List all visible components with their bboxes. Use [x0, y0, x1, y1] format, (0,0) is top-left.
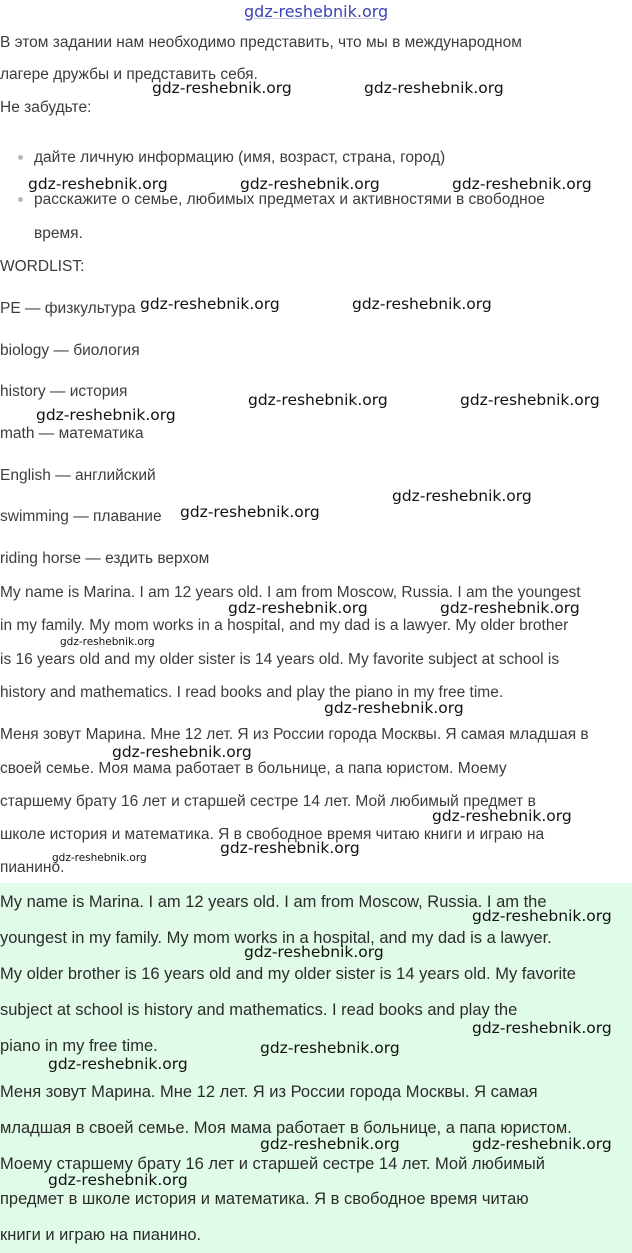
bullet-dot-icon — [18, 155, 23, 160]
wordlist-item: swimming — плавание — [0, 508, 162, 525]
example-ru-line: школе история и математика. Я в свободное время читаю книги и играю на — [0, 826, 545, 843]
answer-ru-line: Меня зовут Марина. Мне 12 лет. Я из России города Москвы. Я самая — [0, 1083, 538, 1101]
watermark: gdz-reshebnik.org — [324, 699, 464, 717]
answer-ru-line: предмет в школе история и математика. Я в свободное время читаю — [0, 1190, 529, 1208]
task-line-1: В этом задании нам необходимо представить, что мы в международном — [0, 34, 522, 51]
watermark: gdz-reshebnik.org — [28, 175, 168, 193]
answer-ru-line: Моему старшему брату 16 лет и старшей сестре 14 лет. Мой любимый — [0, 1155, 545, 1173]
watermark: gdz-reshebnik.org — [140, 295, 280, 313]
watermark: gdz-reshebnik.org — [432, 807, 572, 825]
wordlist-item: PE — физкультура — [0, 300, 136, 317]
answer-ru-line: книги и играю на пианино. — [0, 1226, 202, 1244]
watermark: gdz-reshebnik.org — [452, 175, 592, 193]
example-ru-line: Меня зовут Марина. Мне 12 лет. Я из России города Москвы. Я самая младшая в — [0, 726, 589, 743]
wordlist-item: history — история — [0, 383, 128, 400]
watermark: gdz-reshebnik.org — [472, 1019, 612, 1037]
wordlist-heading: WORDLIST: — [0, 258, 85, 275]
task-line-3: Не забудьте: — [0, 99, 92, 116]
wordlist-item: riding horse — ездить верхом — [0, 550, 210, 567]
bullet-dot-icon — [18, 197, 23, 202]
watermark: gdz-reshebnik.org — [60, 636, 155, 648]
wordlist-item: biology — биология — [0, 342, 140, 359]
answer-en-line: subject at school is history and mathematics. I read books and play the — [0, 1001, 518, 1019]
answer-en-line: My name is Marina. I am 12 years old. I am from Moscow, Russia. I am the — [0, 893, 547, 911]
answer-en-line: piano in my free time. — [0, 1037, 158, 1055]
watermark: gdz-reshebnik.org — [152, 79, 292, 97]
watermark: gdz-reshebnik.org — [260, 1135, 400, 1153]
bullet-item-2-cont: время. — [34, 225, 83, 242]
watermark: gdz-reshebnik.org — [180, 503, 320, 521]
example-ru-line: пианино. — [0, 859, 65, 876]
watermark: gdz-reshebnik.org — [244, 943, 384, 961]
watermark: gdz-reshebnik.org — [240, 175, 380, 193]
watermark: gdz-reshebnik.org — [352, 295, 492, 313]
example-en-line: My name is Marina. I am 12 years old. I am from Moscow, Russia. I am the youngest — [0, 584, 581, 601]
bullet-item-2: расскажите о семье, любимых предметах и активностями в свободное — [34, 191, 545, 208]
bullet-item-1: дайте личную информацию (имя, возраст, страна, город) — [34, 149, 446, 166]
watermark: gdz-reshebnik.org — [48, 1171, 188, 1189]
wordlist-item: English — английский — [0, 467, 156, 484]
watermark: gdz-reshebnik.org — [248, 391, 388, 409]
watermark: gdz-reshebnik.org — [220, 839, 360, 857]
answer-en-line: My older brother is 16 years old and my older sister is 14 years old. My favorite — [0, 965, 576, 983]
watermark: gdz-reshebnik.org — [260, 1039, 400, 1057]
watermark: gdz-reshebnik.org — [52, 852, 147, 864]
task-line-2: лагере дружбы и представить себя. — [0, 66, 258, 83]
watermark: gdz-reshebnik.org — [440, 599, 580, 617]
watermark-header[interactable]: gdz-reshebnik.org — [244, 2, 389, 21]
watermark: gdz-reshebnik.org — [472, 1135, 612, 1153]
answer-en-line: youngest in my family. My mom works in a hospital, and my dad is a lawyer. — [0, 929, 552, 947]
watermark: gdz-reshebnik.org — [36, 406, 176, 424]
watermark: gdz-reshebnik.org — [48, 1055, 188, 1073]
watermark: gdz-reshebnik.org — [472, 907, 612, 925]
example-ru-line: старшему брату 16 лет и старшей сестре 14 лет. Мой любимый предмет в — [0, 793, 536, 810]
example-ru-line: своей семье. Моя мама работает в больнице, а папа юристом. Моему — [0, 760, 507, 777]
watermark: gdz-reshebnik.org — [460, 391, 600, 409]
answer-ru-line: младшая в своей семье. Моя мама работает в больнице, а папа юристом. — [0, 1119, 572, 1137]
watermark: gdz-reshebnik.org — [392, 487, 532, 505]
example-en-line: is 16 years old and my older sister is 14 years old. My favorite subject at school is — [0, 651, 560, 668]
watermark: gdz-reshebnik.org — [364, 79, 504, 97]
example-en-line: history and mathematics. I read books and play the piano in my free time. — [0, 684, 504, 701]
watermark: gdz-reshebnik.org — [228, 599, 368, 617]
wordlist-item: math — математика — [0, 425, 144, 442]
watermark: gdz-reshebnik.org — [112, 743, 252, 761]
example-en-line: in my family. My mom works in a hospital, and my dad is a lawyer. My older brother — [0, 617, 569, 634]
